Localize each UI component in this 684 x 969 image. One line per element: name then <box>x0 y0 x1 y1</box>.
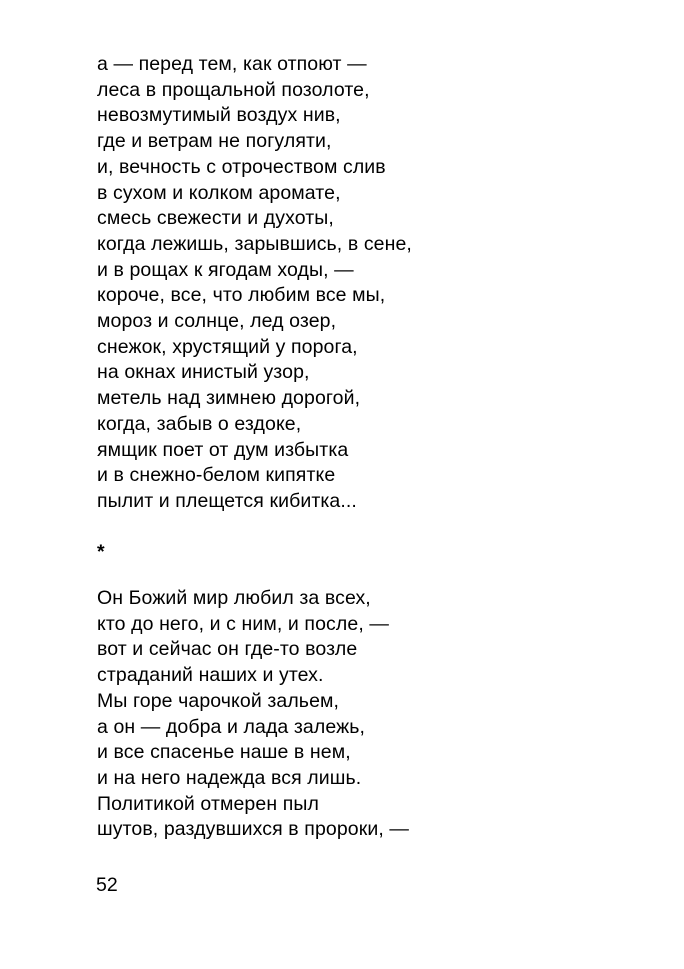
poem-line: Политикой отмерен пыл <box>97 792 319 815</box>
poem-line: Он Божий мир любил за всех, <box>97 587 371 609</box>
poem-line: на окнах инистый узор, <box>97 361 310 384</box>
poem-line: невозмутимый воздух нив, <box>97 104 341 127</box>
poem-line: когда, забыв о ездоке, <box>97 412 302 435</box>
poem-line: шутов, раздувшихся в пророки, — <box>97 818 409 841</box>
poem-line: короче, все, что любим все мы, <box>97 284 386 307</box>
poem-line: метель над зимнею дорогой, <box>97 387 361 410</box>
poem-line: мороз и солнце, лед озер, <box>97 310 337 333</box>
poem-line: когда лежишь, зарывшись, в сене, <box>97 232 412 255</box>
poem-line: страданий наших и утех. <box>97 664 324 687</box>
page-number: 52 <box>96 874 118 896</box>
poem-line: а — перед тем, как отпоют — <box>97 53 367 75</box>
poem-line: в сухом и колком аромате, <box>97 181 341 204</box>
poem-line: смесь свежести и духоты, <box>97 207 334 230</box>
poem-line: и, вечность с отрочеством слив <box>97 155 386 178</box>
poem-stanza-1 <box>97 52 412 515</box>
poem-stanza-2 <box>97 586 409 843</box>
poem-line: где и ветрам не погуляти, <box>97 130 332 153</box>
poem-line: Мы горе чарочкой зальем, <box>97 689 340 712</box>
poem-line: и все спасенье наше в нем, <box>97 741 351 764</box>
poem-line: снежок, хрустящий у порога, <box>97 335 358 358</box>
poem-line: и в рощах к ягодам ходы, — <box>97 258 354 281</box>
poem-line: и на него надежда вся лишь. <box>97 766 362 789</box>
poem-line: а он — добра и лада залежь, <box>97 715 365 738</box>
poem-line: леса в прощальной позолоте, <box>97 78 370 101</box>
poem-line: ямщик поет от дум избытка <box>97 438 349 461</box>
poem-line: и в снежно-белом кипятке <box>97 464 336 487</box>
poem-line: пылит и плещется кибитка... <box>97 489 357 512</box>
poem-line: кто до него, и с ним, и после, — <box>97 612 389 635</box>
poem-line: вот и сейчас он где-то возле <box>97 638 358 661</box>
stanza-separator: * <box>97 541 105 563</box>
